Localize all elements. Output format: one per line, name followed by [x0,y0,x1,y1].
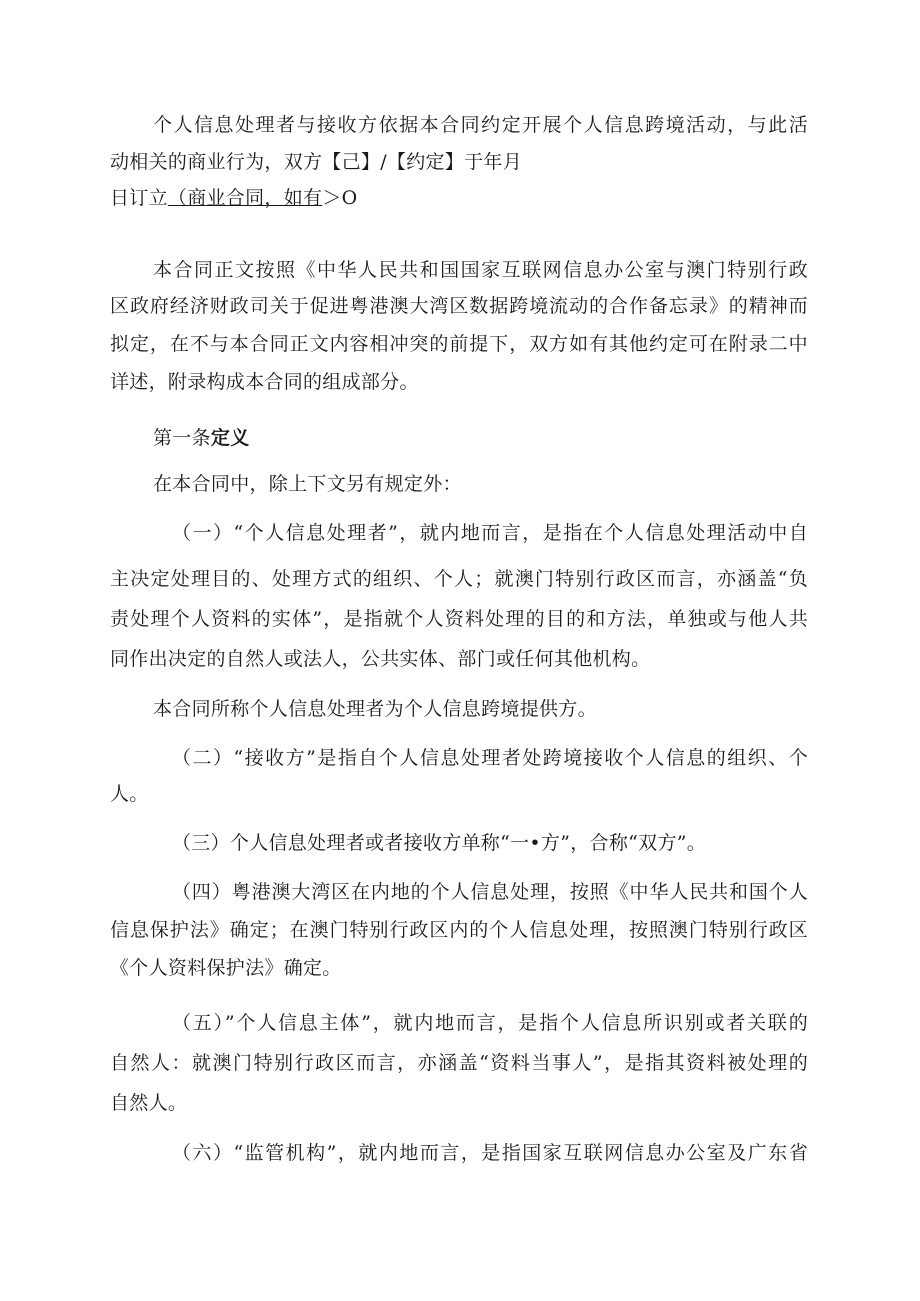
article-1-title: 定义 [210,427,250,449]
paragraph-1-line-1: 个人信息处理者与接收方依据本合同约定开展个人信息跨境活动，与此活 [153,114,808,136]
paragraph-2-line-3: 拟定，在不与本合同正文内容相冲突的前提下，双方如有其他约定可在附录二中 [110,333,808,355]
business-contract-note: （商业合同，如有 [167,187,323,209]
definition-2-line-2: 人。 [110,783,149,805]
definition-2-line-1: （二）“接收方”是指自个人信息处理者处跨境接收个人信息的组织、个 [172,747,808,769]
definition-5-line-1: （五）”个人信息主体”，就内地而言，是指个人信息所识别或者关联的 [172,1012,808,1034]
paragraph-1-line-2: 动相关的商业行为，双方【己】/【约定】于年月 [110,151,523,173]
paragraph-2-line-2: 区政府经济财政司关于促进粤港澳大湾区数据跨境流动的合作备忘录》的精神而 [110,295,808,317]
paragraph-2-line-1: 本合同正文按照《中华人民共和国国家互联网信息办公室与澳门特别行政 [153,259,808,281]
definition-3-line-1: （三）个人信息处理者或者接收方单称“一•方”，合称“双方”。 [172,832,707,854]
signing-date-text: 日订立 [110,187,168,209]
definitions-intro: 在本合同中，除上下文另有规定外： [153,473,462,495]
definition-1-line-2: 主决定处理目的、处理方式的组织、个人；就澳门特别行政区而言，亦涵盖“负 [110,568,808,590]
definition-5-line-2: 自然人：就澳门特别行政区而言，亦涵盖“资料当事人”，是指其资料被处理的 [110,1052,808,1074]
article-1-prefix: 第一条 [153,427,211,449]
definition-1-note: 本合同所称个人信息处理者为个人信息跨境提供方。 [153,698,597,720]
definition-1-line-1: （一）“个人信息处理者”，就内地而言，是指在个人信息处理活动中自 [172,522,808,544]
definition-4-line-1: （四）粤港澳大湾区在内地的个人信息处理，按照《中华人民共和国个人 [172,881,808,903]
definition-1-line-3: 责处理个人资料的实体”，是指就个人资料处理的目的和方法，单独或与他人共 [110,608,808,630]
definition-5-line-3: 自然人。 [110,1092,188,1114]
definition-1-line-4: 同作出决定的自然人或法人，公共实体、部门或任何其他机构。 [110,648,651,670]
definition-4-line-3: 《个人资料保护法》确定。 [110,957,342,979]
closing-mark: ＞O [322,187,358,209]
definition-4-line-2: 信息保护法》确定；在澳门特别行政区内的个人信息处理，按照澳门特别行政区 [110,919,808,941]
article-1-heading [153,426,853,450]
definition-6-line-1: （六）“监管机构”，就内地而言，是指国家互联网信息办公室及广东省 [172,1142,808,1164]
paragraph-1-line-3 [110,186,810,210]
paragraph-2-line-4: 详述，附录构成本合同的组成部分。 [110,371,419,393]
